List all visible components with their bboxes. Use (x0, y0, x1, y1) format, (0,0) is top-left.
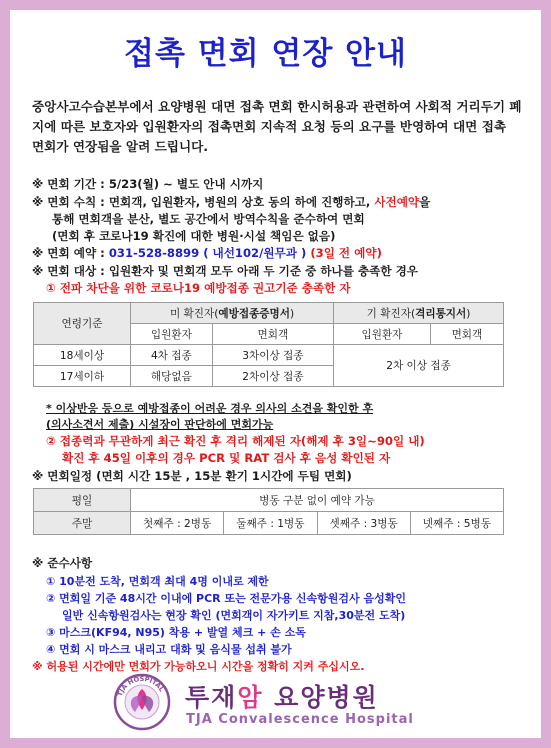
rule-3: ③ 마스크(KF94, N95) 착용 + 발열 체크 + 손 소독 (46, 626, 306, 639)
visit-rules-line2: 통해 면회객을 분산, 별도 공간에서 방역수칙을 준수하여 면회 (52, 212, 365, 226)
rule-1: ① 10분전 도착, 면회객 최대 4명 이내로 제한 (46, 575, 269, 588)
reservation-note: (3일 전 예약) (306, 246, 382, 260)
age-header: 연령기준 (34, 303, 131, 345)
eligibility-table (33, 302, 504, 387)
page-title: 접촉 면회 연장 안내 (124, 36, 407, 72)
visit-rules-suffix: 을 (419, 195, 431, 209)
weekend-week-1: 첫째주 : 2병동 (131, 512, 224, 535)
weekend-week-3: 셋째주 : 3병동 (317, 512, 410, 535)
table-row (34, 345, 504, 366)
confirmed-header: 기 확진자(격리통지서) (334, 303, 504, 324)
hospital-logo (112, 672, 172, 732)
hospital-name-en: TJA Convalescence Hospital (186, 712, 414, 727)
schedule-table (33, 488, 504, 535)
visit-target: ※ 면회 대상 : 입원환자 및 면회객 모두 아래 두 기준 중 하나를 충족한 경우 (32, 264, 419, 278)
intro-paragraph: 중앙사고수습본부에서 요양병원 대면 접촉 면회 한시허용과 관련하여 사회적 거리두기 폐지에 따른 보호자와 입원환자의 접촉면회 지속적 요청 등의 요구를 반영하여 대면 접촉 면회가 연장됨을 알려 드립니다. (32, 99, 522, 154)
rule-2-detail: 일반 신속항원검사는 현장 확인 (면회객이 자가키트 지참,30분전 도착) (62, 609, 406, 622)
inpatient-cell: 4차 접종 (131, 345, 213, 366)
weekend-week-2: 둘째주 : 1병동 (224, 512, 317, 535)
rule-2: ② 면회일 기준 48시간 이내에 PCR 또는 전문가용 신속항원검사 음성확인 (46, 592, 406, 605)
visitor-header: 면회객 (212, 324, 333, 345)
svg-text:TJA HOSPITAL: TJA HOSPITAL (115, 674, 166, 698)
unconfirmed-header: 미 확진자(예방접종증명서) (131, 303, 334, 324)
weekday-label: 평일 (34, 489, 131, 512)
visit-period: ※ 면회 기간 : 5/23(월) ~ 별도 안내 시까지 (32, 177, 264, 191)
criteria-2: ② 접종력과 무관하게 최근 확진 후 격리 해제된 자(해제 후 3일~90일 내) (46, 434, 425, 448)
weekday-value: 병동 구분 없이 예약 가능 (131, 489, 504, 512)
confirmed-cell: 2차 이상 접종 (334, 345, 504, 387)
visitor-cell: 2차이상 접종 (212, 366, 333, 387)
note-line2: (의사소견서 제출) 시설장이 판단하에 면회가능 (46, 418, 274, 431)
visit-rules-line1 (32, 194, 430, 210)
age-cell: 18세이상 (34, 345, 131, 366)
advance-reservation: 사전예약 (374, 195, 420, 209)
criteria-2-detail: 확진 후 45일 이후의 경우 PCR 및 RAT 검사 후 음성 확인된 자 (62, 451, 391, 465)
weekend-label: 주말 (34, 512, 131, 535)
visit-rules-text: ※ 면회 수칙 : 면회객, 입원환자, 병원의 상호 동의 하에 진행하고, (32, 195, 375, 209)
visitor-header: 면회객 (430, 324, 503, 345)
inpatient-cell: 해당없음 (131, 366, 213, 387)
rules-title: ※ 준수사항 (32, 556, 93, 570)
criteria-1: ① 전파 차단을 위한 코로나19 예방접종 권고기준 충족한 자 (46, 281, 351, 295)
hospital-name: 투재암 요양병원 (185, 683, 379, 712)
visit-schedule: ※ 면회일정 (면회 시간 15분 , 15분 환기 1시간에 두팀 면회) (32, 469, 352, 483)
age-cell: 17세이하 (34, 366, 131, 387)
reservation-phone: 031-528-8899 ( 내선102/원무과 ) (108, 246, 307, 260)
inpatient-header: 입원환자 (131, 324, 213, 345)
reservation-line (32, 245, 382, 261)
visit-rules-line3: (면회 후 코로나19 확진에 대한 병원·시설 책임은 없음) (52, 229, 336, 243)
reservation-label: ※ 면회 예약 : (32, 246, 109, 260)
note-line1: * 이상반응 등으로 예방접종이 어려운 경우 의사의 소견을 확인한 후 (46, 402, 374, 415)
rules-warning: ※ 허용된 시간에만 면회가 가능하오니 시간을 정확히 지켜 주십시오. (32, 660, 365, 673)
weekend-week-4: 넷째주 : 5병동 (410, 512, 503, 535)
visitor-cell: 3차이상 접종 (212, 345, 333, 366)
inpatient-header: 입원환자 (334, 324, 431, 345)
rule-4: ④ 면회 시 마스크 내리고 대화 및 음식물 섭취 불가 (46, 643, 292, 656)
